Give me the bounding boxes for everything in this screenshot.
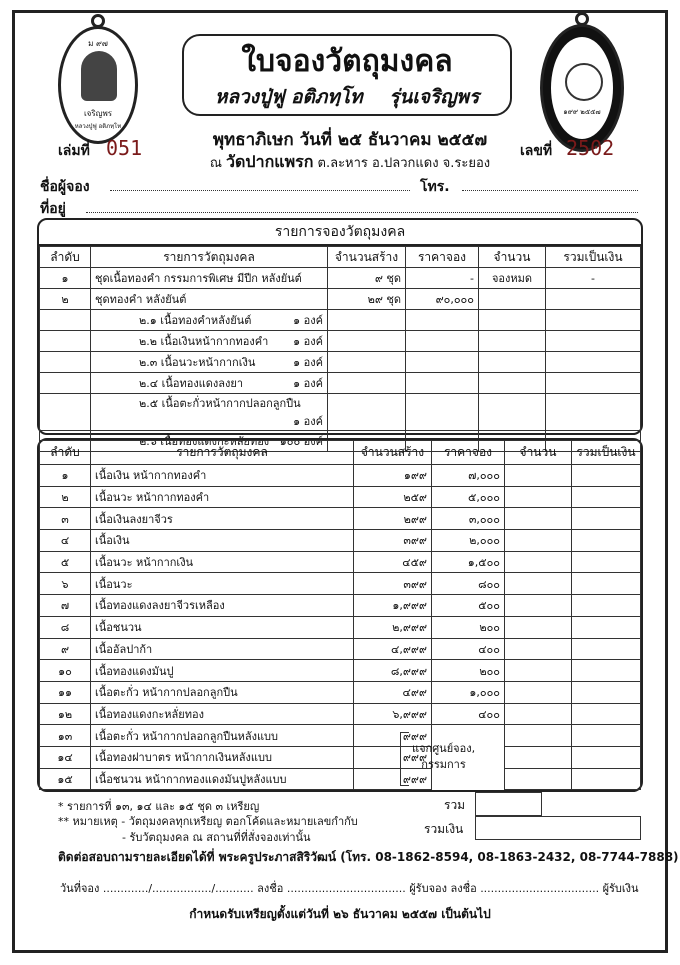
row-no xyxy=(40,331,91,352)
address-field[interactable] xyxy=(86,212,638,213)
row-item: เนื้อชนวน หน้ากากทองแดงมันปูหลังแบบ xyxy=(91,768,354,790)
row-total[interactable] xyxy=(572,595,641,617)
row-made xyxy=(328,331,406,352)
row-no: ๑๑ xyxy=(40,681,91,703)
row-price: ๔๐๐ xyxy=(432,638,505,660)
row-made xyxy=(328,373,406,394)
row-amount[interactable] xyxy=(479,289,546,310)
row-total[interactable] xyxy=(546,373,641,394)
row-amount[interactable] xyxy=(505,551,572,573)
row-amount[interactable] xyxy=(505,530,572,552)
col-header-qty: จำนวน xyxy=(505,441,572,465)
row-item: เนื้อตะกั่ว หน้ากากปลอกลูกปืน xyxy=(91,681,354,703)
row-made: ๒,๙๙๙ xyxy=(354,616,432,638)
row-item-count: ๑ องค์ xyxy=(293,356,323,369)
row-amount[interactable] xyxy=(479,394,546,431)
row-made: ๔,๙๙๙ xyxy=(354,638,432,660)
row-total[interactable] xyxy=(572,573,641,595)
row-price xyxy=(406,352,479,373)
row-no: ๖ xyxy=(40,573,91,595)
row-item: เนื้อนวะ xyxy=(91,573,354,595)
set-booking-table xyxy=(37,218,643,448)
venue-line xyxy=(190,150,510,175)
row-amount[interactable] xyxy=(505,595,572,617)
row-item-count: ๑ องค์ xyxy=(293,377,323,390)
table-row xyxy=(40,703,641,725)
row-item: เนื้อเงินลงยาจีวร xyxy=(91,508,354,530)
row-amount[interactable] xyxy=(505,638,572,660)
row-amount[interactable] xyxy=(505,768,572,790)
row-item-count: ๑๐๐ องค์ xyxy=(279,435,323,448)
row-no: ๔ xyxy=(40,530,91,552)
row-price: ๓,๐๐๐ xyxy=(432,508,505,530)
medal-left-bottom-text: เจริญพร xyxy=(83,109,113,118)
table-row xyxy=(40,331,641,352)
date-label: วันที่จอง xyxy=(60,882,100,895)
row-amount[interactable]: จองหมด xyxy=(479,268,546,289)
set-table-caption: รายการจองวัตถุมงคล xyxy=(39,220,641,246)
sum-money-label: รวมเงิน xyxy=(424,822,464,836)
page-subtitle xyxy=(184,82,510,112)
row-price: ๕๐๐ xyxy=(432,595,505,617)
row-amount[interactable] xyxy=(505,746,572,768)
row-made xyxy=(328,310,406,331)
table-row xyxy=(40,310,641,331)
row-made xyxy=(328,394,406,431)
venue-name: วัดปากแพรก xyxy=(226,152,314,171)
table-row xyxy=(40,352,641,373)
pickup-date-footer: กำหนดรับเหรียญตั้งแต่วันที่ ๒๖ ธันวาคม ๒๕๕๗ เป็นต้นไป xyxy=(189,907,491,921)
row-total[interactable] xyxy=(546,352,641,373)
row-price: ๑,๐๐๐ xyxy=(432,681,505,703)
row-item-label: ๒.๕ เนื้อตะกั่วหน้ากากปลอกลูกปืน xyxy=(139,397,301,410)
row-amount[interactable] xyxy=(505,573,572,595)
row-made: ๙๙๙ xyxy=(354,746,432,768)
set-table-body xyxy=(40,268,641,452)
col-header-price: ราคาจอง xyxy=(406,247,479,268)
row-amount[interactable] xyxy=(505,616,572,638)
row-made: ๙๙๙ xyxy=(354,768,432,790)
row-amount[interactable] xyxy=(505,725,572,747)
venue-address: ต.ละหาร อ.ปลวกแดง จ.ระยอง xyxy=(317,156,491,171)
row-item-label: ๒.๔ เนื้อทองแดงลงยา xyxy=(139,377,244,390)
sign-label-2: ลงชื่อ xyxy=(450,882,477,895)
row-no: ๓ xyxy=(40,508,91,530)
row-item: เนื้อนวะ หน้ากากทองคำ xyxy=(91,486,354,508)
signature-line xyxy=(60,879,639,897)
table-row xyxy=(40,746,641,768)
date-field[interactable]: ............./................./........... xyxy=(102,882,254,895)
row-no xyxy=(40,352,91,373)
table-row xyxy=(40,289,641,310)
row-price: ๔๐๐ xyxy=(432,703,505,725)
row-price: - xyxy=(406,268,479,289)
row-total[interactable] xyxy=(572,746,641,768)
medal-right-text: ๑๙๙ ๒๕๕๗ xyxy=(563,108,601,116)
row-total[interactable] xyxy=(546,394,641,431)
sum-label: รวม xyxy=(444,798,466,812)
table-row xyxy=(40,394,641,431)
table-row xyxy=(40,530,641,552)
table-row xyxy=(40,268,641,289)
row-made: ๙ ชุด xyxy=(328,268,406,289)
coin-table-body xyxy=(40,465,641,790)
row-amount[interactable] xyxy=(505,681,572,703)
row-made: ๖,๙๙๙ xyxy=(354,703,432,725)
phone-label: โทร. xyxy=(420,179,450,195)
row-amount[interactable] xyxy=(505,508,572,530)
receiver-sign-field[interactable]: .................................. xyxy=(480,882,600,895)
note-line2: ** หมายเหตุ - วัตถุมงคลทุกเหรียญ ตอกโค้ดและหมายเลขกำกับ xyxy=(58,815,358,828)
row-no xyxy=(40,394,91,431)
table-row xyxy=(40,573,641,595)
row-total[interactable] xyxy=(572,725,641,747)
phone-field[interactable] xyxy=(462,190,638,191)
row-item xyxy=(91,373,328,394)
row-item xyxy=(91,289,328,310)
subtitle-monk-name: หลวงปู่ฟู อติภทฺโท xyxy=(214,86,363,108)
row-item: เนื้อทองฝาบาตร หน้ากากเงินหลังแบบ xyxy=(91,746,354,768)
row-total[interactable]: - xyxy=(546,268,641,289)
table-row xyxy=(40,551,641,573)
row-item-count: ๑ องค์ xyxy=(293,415,323,428)
table-row xyxy=(40,638,641,660)
row-item-count: ๑ องค์ xyxy=(293,314,323,327)
row-made: ๘,๙๙๙ xyxy=(354,660,432,682)
table-row xyxy=(40,681,641,703)
row-no: ๙ xyxy=(40,638,91,660)
row-item-label: ๒.๒ เนื้อเงินหน้ากากทองคำ xyxy=(139,335,269,348)
row-item-label: ๒.๓ เนื้อนวะหน้ากากเงิน xyxy=(139,356,256,369)
coin-booking-table xyxy=(37,438,643,792)
row-item: เนื้อเงิน xyxy=(91,530,354,552)
booker-label: ผู้รับจอง xyxy=(409,882,447,895)
medal-left-name: หลวงปู่ฟู อติภทฺโท xyxy=(74,123,122,130)
row-amount[interactable] xyxy=(479,331,546,352)
col-header-no: ลำดับ xyxy=(40,441,91,465)
row-made: ๓๙๙ xyxy=(354,530,432,552)
row-item: เนื้อทองแดงมันปู xyxy=(91,660,354,682)
row-total[interactable] xyxy=(546,331,641,352)
contact-line: ติดต่อสอบถามรายละเอียดได้ที่ พระครูประภาสสิริวัฒน์ (โทร. 08-1862-8594, 08-1863-2432, 08-7744-7888) xyxy=(58,850,679,864)
row-price: ๙๐,๐๐๐ xyxy=(406,289,479,310)
set-table xyxy=(39,246,641,452)
col-header-qty: จำนวน xyxy=(479,247,546,268)
row-no: ๗ xyxy=(40,595,91,617)
row-price: ๘๐๐ xyxy=(432,573,505,595)
coin-table xyxy=(39,440,641,790)
row-no: ๑ xyxy=(40,465,91,487)
row-total[interactable] xyxy=(572,465,641,487)
monk-figure-icon xyxy=(81,51,117,101)
row-no: ๕ xyxy=(40,551,91,573)
row-amount[interactable] xyxy=(479,310,546,331)
row-item-count: ๑ องค์ xyxy=(293,335,323,348)
row-made: ๑๙๙ xyxy=(354,465,432,487)
row-price: ๒๐๐ xyxy=(432,660,505,682)
row-no: ๑๒ xyxy=(40,703,91,725)
booker-sign-field[interactable]: .................................. xyxy=(286,882,406,895)
row-total[interactable] xyxy=(572,508,641,530)
row-made: ๓๙๙ xyxy=(354,573,432,595)
medal-right-inner xyxy=(551,37,613,139)
row-item-label: ๒.๑ เนื้อทองคำหลังยันต์ xyxy=(139,314,252,327)
row-price: ๒๐๐ xyxy=(432,616,505,638)
row-price: ๑,๕๐๐ xyxy=(432,551,505,573)
row-item: เนื้ออัลปาก้า xyxy=(91,638,354,660)
note-line1: * รายการที่ ๑๓, ๑๔ และ ๑๕ ชุด ๓ เหรียญ xyxy=(58,800,260,813)
col-header-made: จำนวนสร้าง xyxy=(328,247,406,268)
row-item-label: ชุดเนื้อทองคำ กรรมการพิเศษ มีปีก หลังยันต์ xyxy=(95,272,302,285)
table-row xyxy=(40,616,641,638)
sign-label-1: ลงชื่อ xyxy=(257,882,284,895)
row-amount[interactable] xyxy=(505,465,572,487)
row-price xyxy=(406,394,479,431)
row-item xyxy=(91,352,328,373)
title-banner xyxy=(182,34,512,116)
medal-left-image xyxy=(58,26,138,144)
row-amount[interactable] xyxy=(479,373,546,394)
row-item: เนื้อนวะ หน้ากากเงิน xyxy=(91,551,354,573)
row-price: ๗,๐๐๐ xyxy=(432,465,505,487)
row-made: ๙๙๙ xyxy=(354,725,432,747)
table-row xyxy=(40,465,641,487)
row-total[interactable] xyxy=(572,703,641,725)
serial-number: 2502 xyxy=(566,136,615,160)
row-price: ๒,๐๐๐ xyxy=(432,530,505,552)
row-price: ๕,๐๐๐ xyxy=(432,486,505,508)
row-made: ๒๕๙ xyxy=(354,486,432,508)
table-row xyxy=(40,660,641,682)
name-field[interactable] xyxy=(110,190,410,191)
medal-right-image xyxy=(540,24,624,152)
row-no: ๘ xyxy=(40,616,91,638)
row-amount[interactable] xyxy=(505,660,572,682)
row-total[interactable] xyxy=(546,289,641,310)
name-label: ชื่อผู้จอง xyxy=(40,179,90,195)
col-header-item: รายการวัตถุมงคล xyxy=(91,247,328,268)
sum-money-box[interactable] xyxy=(475,816,641,840)
row-item-label: ชุดทองคำ หลังยันต์ xyxy=(95,293,187,306)
row-no: ๒ xyxy=(40,289,91,310)
receiver-label: ผู้รับเงิน xyxy=(602,882,639,895)
address-label: ที่อยู่ xyxy=(40,201,66,217)
table-row xyxy=(40,486,641,508)
subtitle-edition: รุ่นเจริญพร xyxy=(389,86,480,108)
row-total[interactable] xyxy=(572,551,641,573)
table-row xyxy=(40,725,641,747)
row-no: ๒ xyxy=(40,486,91,508)
row-made: ๔๕๙ xyxy=(354,551,432,573)
col-header-made: จำนวนสร้าง xyxy=(354,441,432,465)
row-price xyxy=(406,373,479,394)
col-header-price: ราคาจอง xyxy=(432,441,505,465)
row-no: ๑ xyxy=(40,268,91,289)
row-price xyxy=(406,310,479,331)
row-no: ๑๓ xyxy=(40,725,91,747)
table-row xyxy=(40,508,641,530)
row-item-label: ๒.๖ เนื้อทองแดงกะหลั่ยทอง xyxy=(139,435,270,448)
row-item: เนื้อชนวน xyxy=(91,616,354,638)
row-total[interactable] xyxy=(572,638,641,660)
col-header-item: รายการวัตถุมงคล xyxy=(91,441,354,465)
sum-qty-box[interactable] xyxy=(475,792,542,816)
side-note-bracket xyxy=(400,732,409,786)
row-item xyxy=(91,310,328,331)
table-row xyxy=(40,373,641,394)
side-note-line1: แจกศูนย์จอง, xyxy=(412,742,476,755)
row-item xyxy=(91,394,328,431)
side-note-line2: กรรมการ xyxy=(421,758,466,771)
row-total[interactable] xyxy=(572,486,641,508)
table-row xyxy=(40,768,641,790)
medal-left-top-text: ม ๙๗ xyxy=(88,39,108,48)
row-item xyxy=(91,268,328,289)
row-no xyxy=(40,373,91,394)
note-line3: - รับวัตถุมงคล ณ สถานที่ที่สั่งจองเท่านั้น xyxy=(122,831,311,844)
row-item: เนื้อทองแดงลงยาจีวรเหลือง xyxy=(91,595,354,617)
venue-prefix: ณ xyxy=(209,156,222,171)
row-item xyxy=(91,331,328,352)
row-total[interactable] xyxy=(572,660,641,682)
row-total[interactable] xyxy=(572,681,641,703)
row-total[interactable] xyxy=(572,768,641,790)
row-total[interactable] xyxy=(572,530,641,552)
row-amount[interactable] xyxy=(505,486,572,508)
row-item: เนื้อทองแดงกะหลั่ยทอง xyxy=(91,703,354,725)
row-no xyxy=(40,310,91,331)
row-no: ๑๐ xyxy=(40,660,91,682)
yantra-icon xyxy=(565,63,603,101)
row-price xyxy=(406,331,479,352)
table-row xyxy=(40,595,641,617)
row-item: เนื้อเงิน หน้ากากทองคำ xyxy=(91,465,354,487)
row-made: ๔๙๙ xyxy=(354,681,432,703)
book-number: 051 xyxy=(106,136,143,160)
row-made: ๒๙๙ xyxy=(354,508,432,530)
col-header-total: รวมเป็นเงิน xyxy=(572,441,641,465)
row-amount[interactable] xyxy=(505,703,572,725)
row-made xyxy=(328,352,406,373)
row-no: ๑๕ xyxy=(40,768,91,790)
side-note xyxy=(412,741,475,773)
ceremony-date: พุทธาภิเษก วันที่ ๒๕ ธันวาคม ๒๕๕๗ xyxy=(212,130,488,150)
page-title: ใบจองวัตถุมงคล xyxy=(241,44,453,79)
row-amount[interactable] xyxy=(479,352,546,373)
row-no: ๑๔ xyxy=(40,746,91,768)
row-made: ๒๙ ชุด xyxy=(328,289,406,310)
row-item: เนื้อตะกั่ว หน้ากากปลอกลูกปืนหลังแบบ xyxy=(91,725,354,747)
serial-label: เลขที่ xyxy=(520,143,553,159)
row-total[interactable] xyxy=(546,310,641,331)
col-header-no: ลำดับ xyxy=(40,247,91,268)
book-label: เล่มที่ xyxy=(58,143,90,159)
row-made: ๑,๙๙๙ xyxy=(354,595,432,617)
row-total[interactable] xyxy=(572,616,641,638)
col-header-total: รวมเป็นเงิน xyxy=(546,247,641,268)
